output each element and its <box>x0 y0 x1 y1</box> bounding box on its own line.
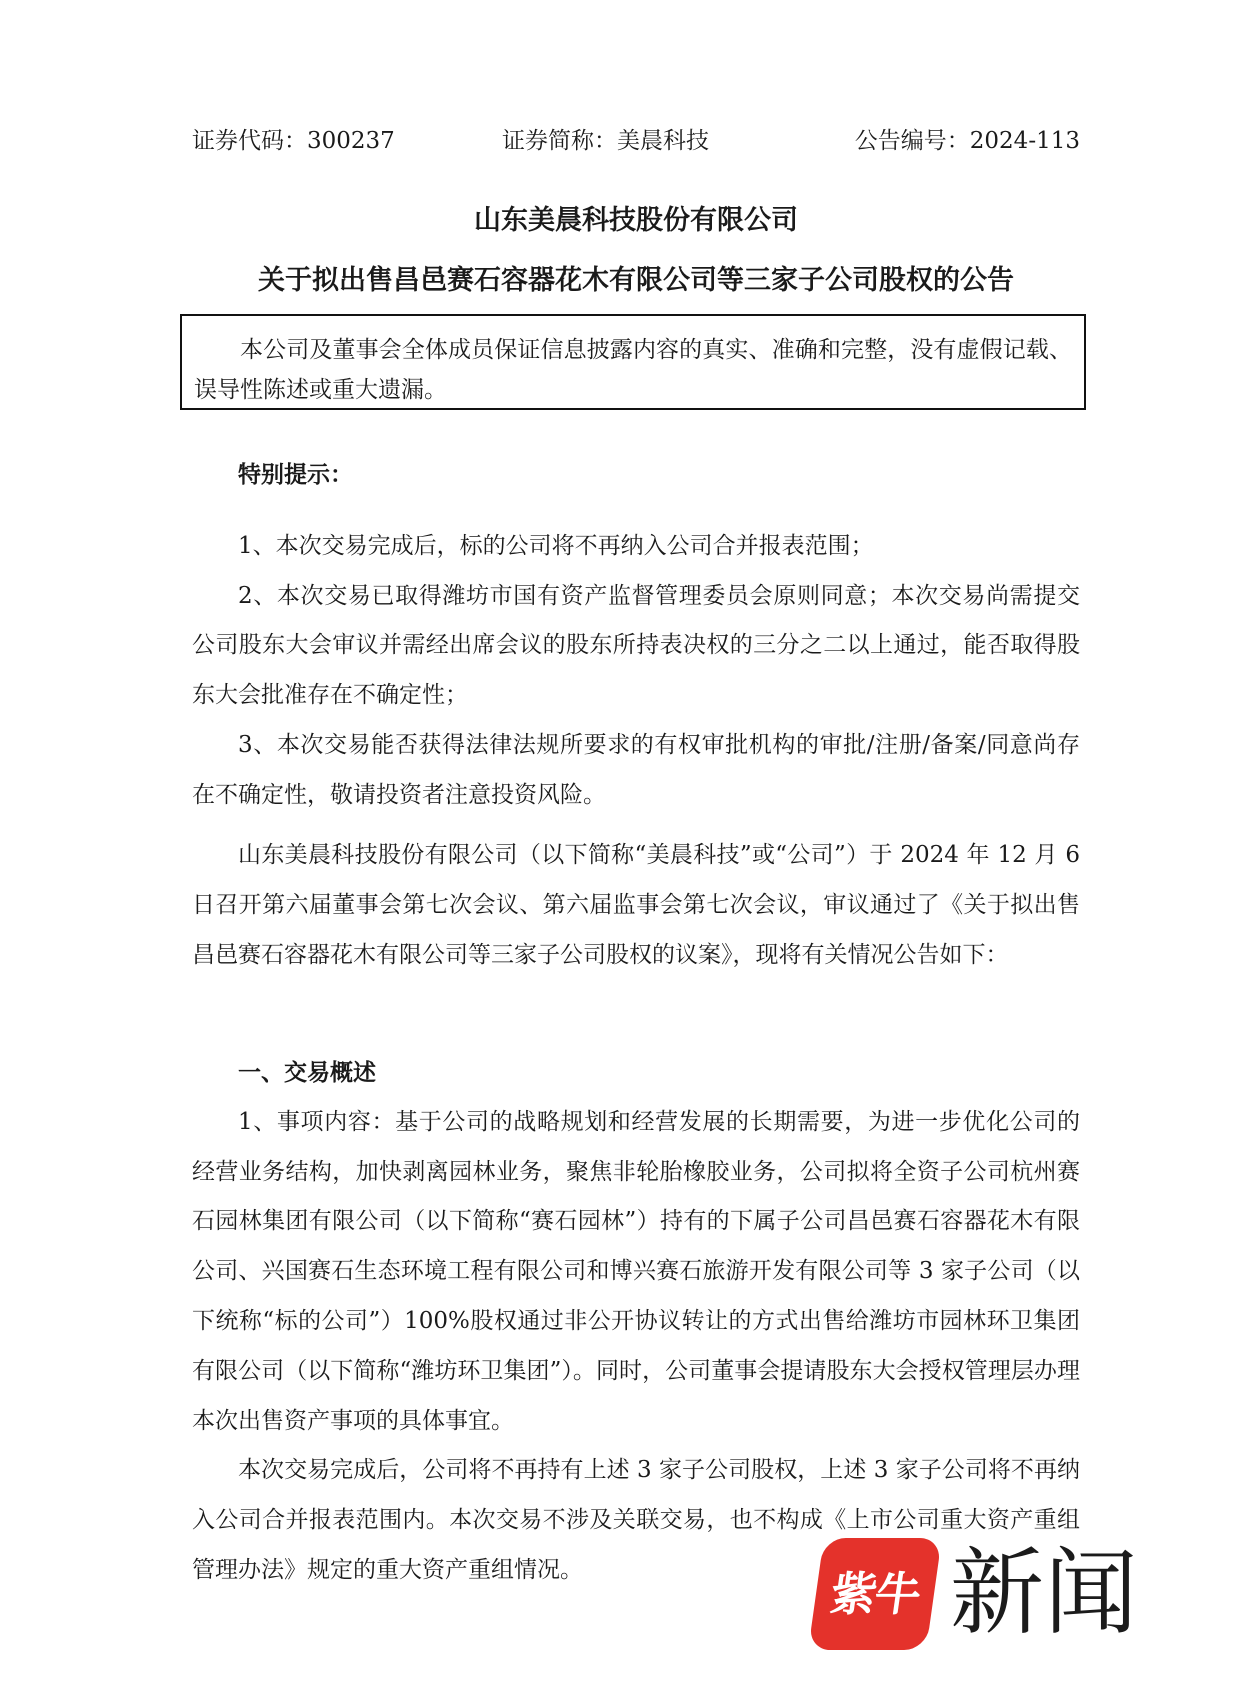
intro-section <box>192 831 1080 980</box>
special-notes-section <box>192 450 1080 821</box>
stock-abbreviation: 证券简称：美晨科技 <box>502 128 709 154</box>
watermark-brand-text: 新闻 <box>950 1539 1139 1648</box>
transaction-overview-section <box>192 1048 1080 1596</box>
section-heading: 一、交易概述 <box>238 1059 376 1086</box>
announcement-title: 关于拟出售昌邑赛石容器花木有限公司等三家子公司股权的公告 <box>258 265 1014 296</box>
disclosure-notice-box: 本公司及董事会全体成员保证信息披露内容的真实、准确和完整，没有虚假记载、误导性陈述或重大遗漏。 <box>180 314 1086 410</box>
stock-code: 证券代码：300237 <box>192 128 395 154</box>
company-title: 山东美晨科技股份有限公司 <box>474 205 798 236</box>
special-notes-heading: 特别提示： <box>238 461 353 488</box>
special-note-item: 3、本次交易能否获得法律法规所要求的有权审批机构的审批/注册/备案/同意尚存在不确定性，敬请投资者注意投资风险。 <box>192 731 1080 808</box>
section-paragraph: 1、事项内容：基于公司的战略规划和经营发展的长期需要，为进一步优化公司的经营业务结构，加快剥离园林业务，聚焦非轮胎橡胶业务，公司拟将全资子公司杭州赛石园林集团有限公司（以下简称“赛石园林”）持有的下属子公司昌邑赛石容器花木有限公司、兴国赛石生态环境工程有限公司和博兴赛石旅游开发有限公司等 3 家子公司（以下统称“标的公司”）100%股权通过非公开协议转让的方式出售给潍坊市园林环卫集团有限公司（以下简称“潍坊环卫集团”）。同时，公司董事会提请股东大会授权管理层办理本次出售资产事项的具体事宜。 <box>192 1108 1080 1434</box>
news-watermark <box>816 1536 1196 1656</box>
document-header <box>192 122 1080 162</box>
special-note-item: 2、本次交易已取得潍坊市国有资产监督管理委员会原则同意；本次交易尚需提交公司股东大会审议并需经出席会议的股东所持表决权的三分之二以上通过，能否取得股东大会批准存在不确定性； <box>192 582 1080 709</box>
special-note-item: 1、本次交易完成后，标的公司将不再纳入公司合并报表范围； <box>238 532 874 559</box>
ziniu-logo: 紫牛 <box>808 1538 942 1650</box>
intro-paragraph: 山东美晨科技股份有限公司（以下简称“美晨科技”或“公司”）于 2024 年 12 月 6 日召开第六届董事会第七次会议、第六届监事会第七次会议，审议通过了《关于拟出售昌邑赛石容器花木有限公司等三家子公司股权的议案》，现将有关情况公告如下： <box>192 842 1080 968</box>
section-paragraph: 本次交易完成后，公司将不再持有上述 3 家子公司股权，上述 3 家子公司将不再纳入公司合并报表范围内。本次交易不涉及关联交易，也不构成《上市公司重大资产重组管理办法》规定的重大资产重组情况。 <box>192 1457 1080 1583</box>
announcement-number: 公告编号：2024-113 <box>854 128 1080 154</box>
